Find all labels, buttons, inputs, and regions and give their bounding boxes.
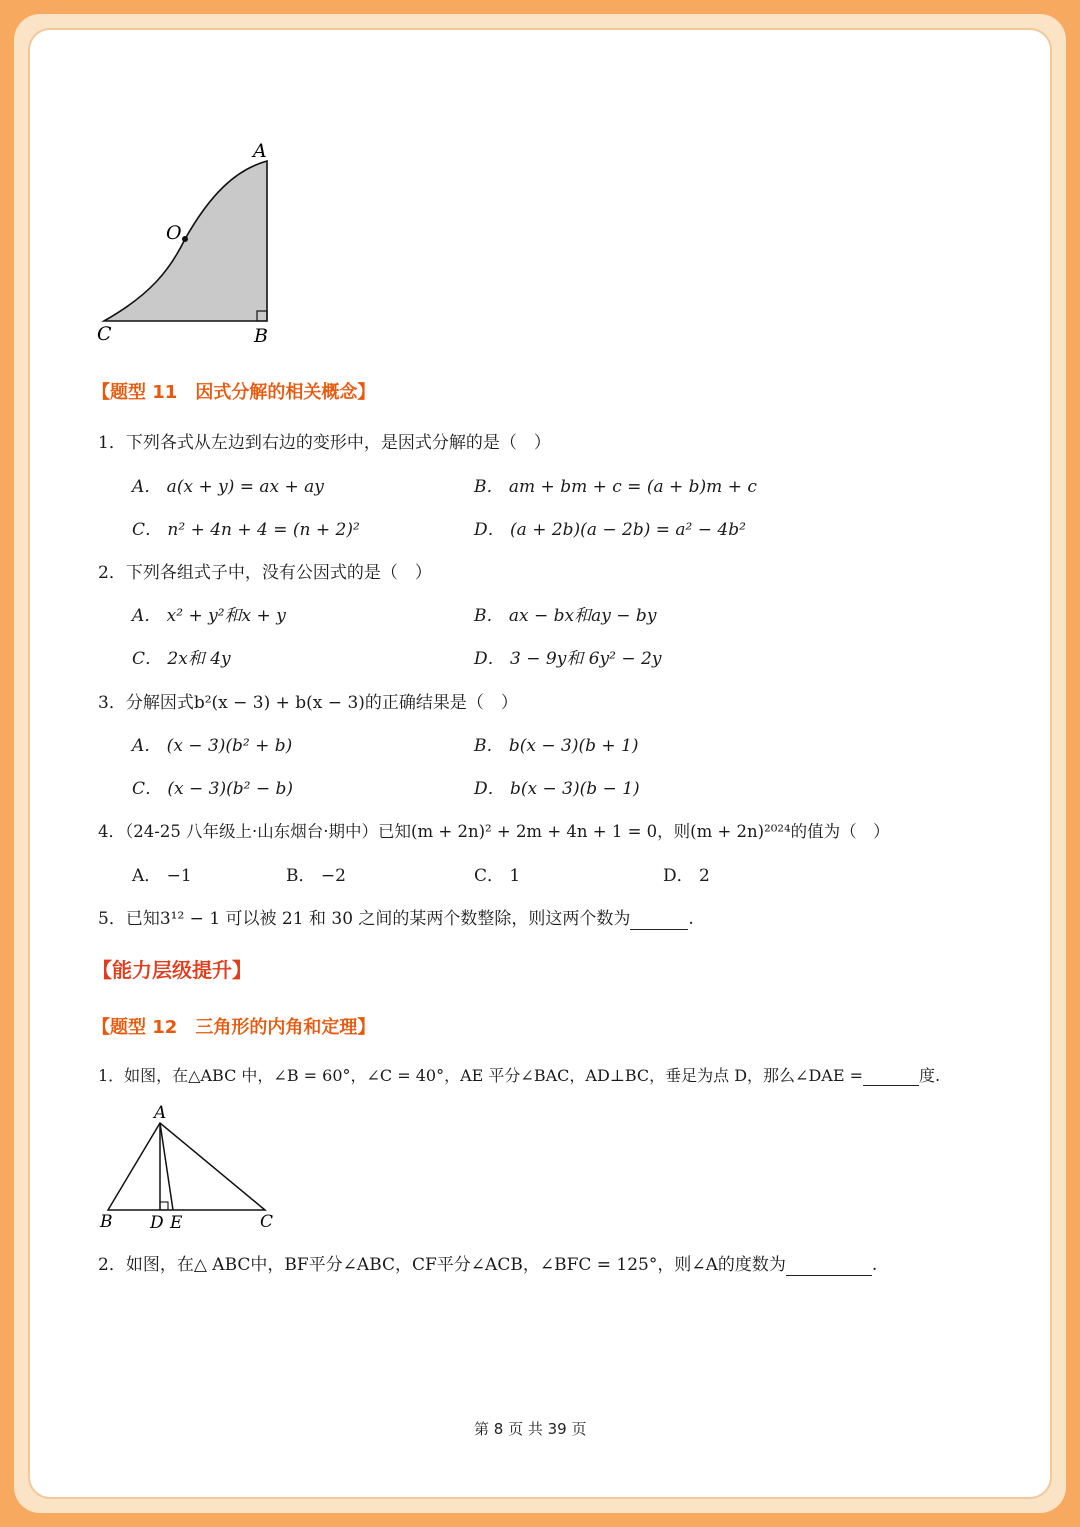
answer-blank-12-1[interactable] [863, 1066, 919, 1086]
question-12-2 [98, 1250, 877, 1276]
option-11-4-c[interactable]: C． 1 [474, 866, 521, 886]
label-a: A [154, 1103, 167, 1123]
question-11-2: 2．下列各组式子中，没有公因式的是（ ） [98, 563, 432, 583]
option-11-1-d[interactable]: D． (a + 2b)(a − 2b) = a² − 4b² [474, 520, 746, 540]
label-a: A [253, 140, 267, 162]
label-b: B [100, 1212, 113, 1232]
option-11-3-a[interactable]: A． (x − 3)(b² + b) [132, 736, 293, 756]
label-c: C [260, 1212, 274, 1232]
question-11-1: 1．下列各式从左边到右边的变形中，是因式分解的是（ ） [98, 433, 551, 453]
question-12-1 [98, 1063, 940, 1086]
option-11-2-b[interactable]: B． ax − bx和ay − by [474, 606, 657, 626]
option-11-1-c[interactable]: C． n² + 4n + 4 = (n + 2)² [132, 520, 360, 540]
option-11-4-a[interactable]: A． −1 [132, 866, 192, 886]
question-11-5-end: . [688, 909, 694, 929]
question-12-1-end: 度. [919, 1066, 941, 1085]
question-11-5 [98, 904, 694, 930]
option-11-2-a[interactable]: A． x² + y²和x + y [132, 606, 286, 626]
question-11-3: 3．分解因式b²(x − 3) + b(x − 3)的正确结果是（ ） [98, 693, 518, 713]
ability-title: 【能力层级提升】 [92, 958, 252, 982]
page-footer: 第 8 页 共 39 页 [474, 1420, 587, 1438]
section-title-11: 【题型 11 因式分解的相关概念】 [92, 382, 376, 403]
option-11-4-b[interactable]: B． −2 [286, 866, 346, 886]
option-11-2-c[interactable]: C． 2x和 4y [132, 649, 231, 669]
question-12-2-stem: 2．如图，在△ ABC中，BF平分∠ABC，CF平分∠ACB，∠BFC = 125°，则∠A的度数为 [98, 1255, 786, 1275]
section-title-12: 【题型 12 三角形的内角和定理】 [92, 1017, 376, 1038]
bisector-ae [160, 1123, 173, 1210]
label-c: C [97, 323, 112, 345]
option-11-3-d[interactable]: D． b(x − 3)(b − 1) [474, 779, 640, 799]
figure-curved-region [90, 135, 290, 350]
question-11-5-stem: 5．已知3¹² − 1 可以被 21 和 30 之间的某两个数整除，则这两个数为 [98, 909, 631, 929]
label-b: B [254, 325, 268, 347]
option-11-4-d[interactable]: D． 2 [663, 866, 710, 886]
label-d: D [150, 1213, 164, 1233]
option-11-3-b[interactable]: B． b(x − 3)(b + 1) [474, 736, 639, 756]
option-11-3-c[interactable]: C． (x − 3)(b² − b) [132, 779, 294, 799]
option-11-1-b[interactable]: B． am + bm + c = (a + b)m + c [474, 477, 757, 497]
option-11-1-a[interactable]: A． a(x + y) = ax + ay [132, 477, 324, 497]
question-12-2-end: . [871, 1255, 878, 1275]
question-12-1-stem: 1．如图，在△ABC 中，∠B = 60°，∠C = 40°，AE 平分∠BAC，AD⊥BC，垂足为点 D，那么∠DAE = [98, 1066, 863, 1085]
right-angle-mark [160, 1202, 168, 1210]
answer-blank-11-5[interactable] [630, 909, 688, 930]
triangle-outline [108, 1123, 265, 1210]
answer-blank-12-2[interactable] [786, 1255, 872, 1276]
label-o: O [166, 222, 182, 244]
question-11-4: 4．（24-25 八年级上·山东烟台·期中）已知(m + 2n)² + 2m + 4n + 1 = 0，则(m + 2n)²⁰²⁴的值为（ ） [98, 822, 890, 841]
figure-triangle-abc [95, 1100, 285, 1235]
point-o [182, 236, 188, 242]
option-11-2-d[interactable]: D． 3 − 9y和 6y² − 2y [474, 649, 662, 669]
label-e: E [170, 1213, 183, 1233]
